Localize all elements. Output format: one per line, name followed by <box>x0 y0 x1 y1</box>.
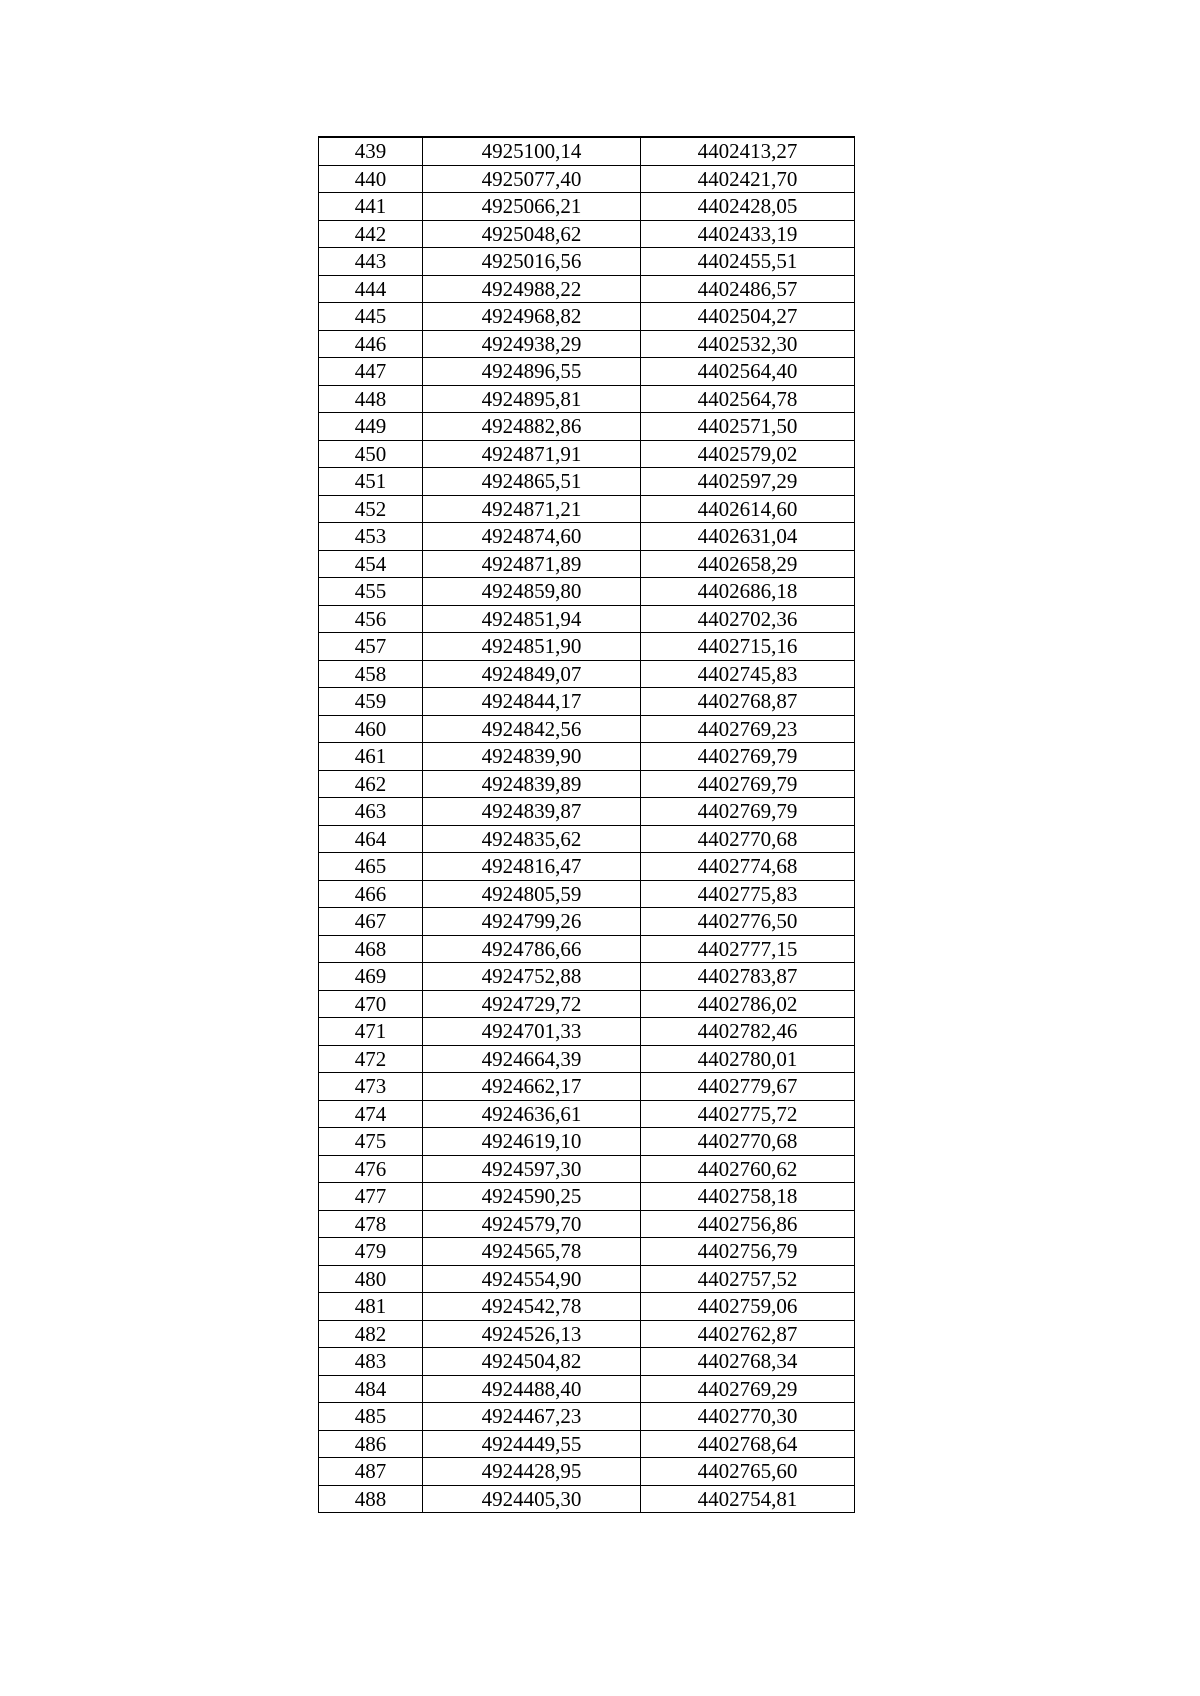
point-number-cell: 452 <box>319 495 423 523</box>
table-row <box>319 1128 855 1156</box>
coordinate-y-cell: 4402769,29 <box>641 1375 855 1403</box>
coordinate-x-cell: 4924988,22 <box>423 275 641 303</box>
coordinate-y-cell: 4402532,30 <box>641 330 855 358</box>
coordinate-y-cell: 4402783,87 <box>641 963 855 991</box>
point-number-cell: 471 <box>319 1018 423 1046</box>
coordinate-y-cell: 4402770,30 <box>641 1403 855 1431</box>
table-row <box>319 688 855 716</box>
coordinate-x-cell: 4924590,25 <box>423 1183 641 1211</box>
coordinate-y-cell: 4402775,72 <box>641 1100 855 1128</box>
coordinate-x-cell: 4924662,17 <box>423 1073 641 1101</box>
point-number-cell: 444 <box>319 275 423 303</box>
table-row <box>319 1485 855 1513</box>
coordinate-x-cell: 4925048,62 <box>423 220 641 248</box>
coordinate-y-cell: 4402769,79 <box>641 770 855 798</box>
coordinate-y-cell: 4402769,23 <box>641 715 855 743</box>
table-row <box>319 880 855 908</box>
coordinate-y-cell: 4402413,27 <box>641 137 855 165</box>
table-row <box>319 715 855 743</box>
coordinate-y-cell: 4402777,15 <box>641 935 855 963</box>
point-number-cell: 448 <box>319 385 423 413</box>
coordinate-y-cell: 4402428,05 <box>641 193 855 221</box>
coordinate-x-cell: 4925066,21 <box>423 193 641 221</box>
coordinate-x-cell: 4924579,70 <box>423 1210 641 1238</box>
coordinate-y-cell: 4402686,18 <box>641 578 855 606</box>
point-number-cell: 465 <box>319 853 423 881</box>
coordinate-x-cell: 4924844,17 <box>423 688 641 716</box>
table-row <box>319 523 855 551</box>
point-number-cell: 482 <box>319 1320 423 1348</box>
coordinate-y-cell: 4402455,51 <box>641 248 855 276</box>
table-row <box>319 248 855 276</box>
table-row <box>319 137 855 165</box>
coordinate-x-cell: 4924799,26 <box>423 908 641 936</box>
coordinate-y-cell: 4402571,50 <box>641 413 855 441</box>
coordinate-x-cell: 4924839,89 <box>423 770 641 798</box>
coordinate-x-cell: 4924968,82 <box>423 303 641 331</box>
coordinates-table <box>318 136 855 1513</box>
point-number-cell: 474 <box>319 1100 423 1128</box>
table-row <box>319 1183 855 1211</box>
point-number-cell: 461 <box>319 743 423 771</box>
table-row <box>319 825 855 853</box>
coordinate-x-cell: 4924849,07 <box>423 660 641 688</box>
coordinate-y-cell: 4402779,67 <box>641 1073 855 1101</box>
coordinate-x-cell: 4924504,82 <box>423 1348 641 1376</box>
point-number-cell: 483 <box>319 1348 423 1376</box>
coordinate-x-cell: 4924851,94 <box>423 605 641 633</box>
point-number-cell: 447 <box>319 358 423 386</box>
coordinate-y-cell: 4402770,68 <box>641 825 855 853</box>
coordinate-x-cell: 4924542,78 <box>423 1293 641 1321</box>
table-row <box>319 990 855 1018</box>
table-row <box>319 1265 855 1293</box>
table-row <box>319 1293 855 1321</box>
coordinate-x-cell: 4924488,40 <box>423 1375 641 1403</box>
coordinate-x-cell: 4924597,30 <box>423 1155 641 1183</box>
coordinate-y-cell: 4402782,46 <box>641 1018 855 1046</box>
coordinate-x-cell: 4924636,61 <box>423 1100 641 1128</box>
coordinate-x-cell: 4924816,47 <box>423 853 641 881</box>
table-row <box>319 1155 855 1183</box>
table-row <box>319 1403 855 1431</box>
point-number-cell: 454 <box>319 550 423 578</box>
point-number-cell: 469 <box>319 963 423 991</box>
coordinates-table-body <box>319 137 855 1513</box>
coordinate-y-cell: 4402775,83 <box>641 880 855 908</box>
point-number-cell: 472 <box>319 1045 423 1073</box>
coordinate-x-cell: 4924554,90 <box>423 1265 641 1293</box>
coordinate-y-cell: 4402614,60 <box>641 495 855 523</box>
coordinate-x-cell: 4924895,81 <box>423 385 641 413</box>
coordinate-x-cell: 4925077,40 <box>423 165 641 193</box>
table-row <box>319 578 855 606</box>
point-number-cell: 446 <box>319 330 423 358</box>
coordinate-y-cell: 4402769,79 <box>641 798 855 826</box>
coordinate-y-cell: 4402786,02 <box>641 990 855 1018</box>
point-number-cell: 470 <box>319 990 423 1018</box>
table-row <box>319 908 855 936</box>
point-number-cell: 479 <box>319 1238 423 1266</box>
point-number-cell: 468 <box>319 935 423 963</box>
table-row <box>319 193 855 221</box>
table-row <box>319 275 855 303</box>
coordinate-y-cell: 4402776,50 <box>641 908 855 936</box>
coordinate-y-cell: 4402756,86 <box>641 1210 855 1238</box>
point-number-cell: 476 <box>319 1155 423 1183</box>
point-number-cell: 488 <box>319 1485 423 1513</box>
table-row <box>319 358 855 386</box>
table-row <box>319 165 855 193</box>
table-row <box>319 1045 855 1073</box>
point-number-cell: 484 <box>319 1375 423 1403</box>
coordinate-x-cell: 4924882,86 <box>423 413 641 441</box>
point-number-cell: 462 <box>319 770 423 798</box>
coordinate-x-cell: 4924526,13 <box>423 1320 641 1348</box>
table-row <box>319 605 855 633</box>
point-number-cell: 459 <box>319 688 423 716</box>
coordinate-y-cell: 4402754,81 <box>641 1485 855 1513</box>
point-number-cell: 464 <box>319 825 423 853</box>
point-number-cell: 480 <box>319 1265 423 1293</box>
coordinate-x-cell: 4924871,89 <box>423 550 641 578</box>
coordinate-x-cell: 4924859,80 <box>423 578 641 606</box>
point-number-cell: 486 <box>319 1430 423 1458</box>
table-row <box>319 1430 855 1458</box>
coordinate-x-cell: 4924896,55 <box>423 358 641 386</box>
coordinate-x-cell: 4925100,14 <box>423 137 641 165</box>
coordinate-x-cell: 4924938,29 <box>423 330 641 358</box>
table-row <box>319 660 855 688</box>
coordinate-x-cell: 4924565,78 <box>423 1238 641 1266</box>
point-number-cell: 463 <box>319 798 423 826</box>
table-row <box>319 798 855 826</box>
table-row <box>319 1348 855 1376</box>
coordinate-y-cell: 4402631,04 <box>641 523 855 551</box>
coordinate-y-cell: 4402564,78 <box>641 385 855 413</box>
coordinate-x-cell: 4924619,10 <box>423 1128 641 1156</box>
coordinate-y-cell: 4402758,18 <box>641 1183 855 1211</box>
point-number-cell: 442 <box>319 220 423 248</box>
point-number-cell: 457 <box>319 633 423 661</box>
table-row <box>319 385 855 413</box>
coordinate-x-cell: 4925016,56 <box>423 248 641 276</box>
coordinate-x-cell: 4924851,90 <box>423 633 641 661</box>
table-row <box>319 550 855 578</box>
coordinate-y-cell: 4402756,79 <box>641 1238 855 1266</box>
table-row <box>319 770 855 798</box>
coordinate-y-cell: 4402579,02 <box>641 440 855 468</box>
table-row <box>319 1073 855 1101</box>
point-number-cell: 485 <box>319 1403 423 1431</box>
coordinate-y-cell: 4402702,36 <box>641 605 855 633</box>
coordinate-x-cell: 4924449,55 <box>423 1430 641 1458</box>
point-number-cell: 455 <box>319 578 423 606</box>
coordinate-x-cell: 4924805,59 <box>423 880 641 908</box>
table-row <box>319 220 855 248</box>
coordinate-x-cell: 4924842,56 <box>423 715 641 743</box>
table-row <box>319 633 855 661</box>
table-row <box>319 963 855 991</box>
coordinate-y-cell: 4402597,29 <box>641 468 855 496</box>
coordinate-x-cell: 4924835,62 <box>423 825 641 853</box>
coordinate-y-cell: 4402745,83 <box>641 660 855 688</box>
point-number-cell: 478 <box>319 1210 423 1238</box>
coordinate-y-cell: 4402504,27 <box>641 303 855 331</box>
coordinate-y-cell: 4402780,01 <box>641 1045 855 1073</box>
point-number-cell: 477 <box>319 1183 423 1211</box>
point-number-cell: 473 <box>319 1073 423 1101</box>
coordinate-y-cell: 4402768,34 <box>641 1348 855 1376</box>
coordinate-x-cell: 4924786,66 <box>423 935 641 963</box>
coordinate-x-cell: 4924405,30 <box>423 1485 641 1513</box>
coordinate-y-cell: 4402768,64 <box>641 1430 855 1458</box>
point-number-cell: 439 <box>319 137 423 165</box>
coordinate-y-cell: 4402564,40 <box>641 358 855 386</box>
point-number-cell: 467 <box>319 908 423 936</box>
table-row <box>319 495 855 523</box>
coordinate-y-cell: 4402433,19 <box>641 220 855 248</box>
coordinate-x-cell: 4924839,90 <box>423 743 641 771</box>
coordinate-y-cell: 4402421,70 <box>641 165 855 193</box>
coordinate-x-cell: 4924664,39 <box>423 1045 641 1073</box>
table-row <box>319 853 855 881</box>
coordinate-y-cell: 4402769,79 <box>641 743 855 771</box>
table-row <box>319 743 855 771</box>
coordinate-x-cell: 4924839,87 <box>423 798 641 826</box>
point-number-cell: 451 <box>319 468 423 496</box>
coordinate-y-cell: 4402715,16 <box>641 633 855 661</box>
coordinate-y-cell: 4402760,62 <box>641 1155 855 1183</box>
coordinate-x-cell: 4924701,33 <box>423 1018 641 1046</box>
point-number-cell: 445 <box>319 303 423 331</box>
coordinate-y-cell: 4402486,57 <box>641 275 855 303</box>
point-number-cell: 450 <box>319 440 423 468</box>
table-row <box>319 1238 855 1266</box>
coordinate-y-cell: 4402774,68 <box>641 853 855 881</box>
table-row <box>319 468 855 496</box>
coordinate-y-cell: 4402770,68 <box>641 1128 855 1156</box>
table-row <box>319 1375 855 1403</box>
point-number-cell: 475 <box>319 1128 423 1156</box>
coordinate-x-cell: 4924874,60 <box>423 523 641 551</box>
point-number-cell: 460 <box>319 715 423 743</box>
point-number-cell: 481 <box>319 1293 423 1321</box>
coordinate-y-cell: 4402658,29 <box>641 550 855 578</box>
coordinate-x-cell: 4924871,91 <box>423 440 641 468</box>
coordinate-y-cell: 4402757,52 <box>641 1265 855 1293</box>
point-number-cell: 440 <box>319 165 423 193</box>
point-number-cell: 487 <box>319 1458 423 1486</box>
table-row <box>319 935 855 963</box>
point-number-cell: 466 <box>319 880 423 908</box>
coordinate-x-cell: 4924752,88 <box>423 963 641 991</box>
table-row <box>319 1458 855 1486</box>
table-row <box>319 1210 855 1238</box>
point-number-cell: 456 <box>319 605 423 633</box>
point-number-cell: 458 <box>319 660 423 688</box>
coordinate-y-cell: 4402768,87 <box>641 688 855 716</box>
table-row <box>319 1100 855 1128</box>
table-row <box>319 1018 855 1046</box>
point-number-cell: 443 <box>319 248 423 276</box>
point-number-cell: 453 <box>319 523 423 551</box>
coordinate-x-cell: 4924467,23 <box>423 1403 641 1431</box>
point-number-cell: 449 <box>319 413 423 441</box>
table-row <box>319 303 855 331</box>
table-row <box>319 413 855 441</box>
coordinate-x-cell: 4924865,51 <box>423 468 641 496</box>
point-number-cell: 441 <box>319 193 423 221</box>
table-row <box>319 440 855 468</box>
table-row <box>319 330 855 358</box>
coordinate-x-cell: 4924428,95 <box>423 1458 641 1486</box>
coordinate-y-cell: 4402765,60 <box>641 1458 855 1486</box>
coordinate-x-cell: 4924871,21 <box>423 495 641 523</box>
coordinate-y-cell: 4402759,06 <box>641 1293 855 1321</box>
coordinate-x-cell: 4924729,72 <box>423 990 641 1018</box>
table-row <box>319 1320 855 1348</box>
coordinate-y-cell: 4402762,87 <box>641 1320 855 1348</box>
